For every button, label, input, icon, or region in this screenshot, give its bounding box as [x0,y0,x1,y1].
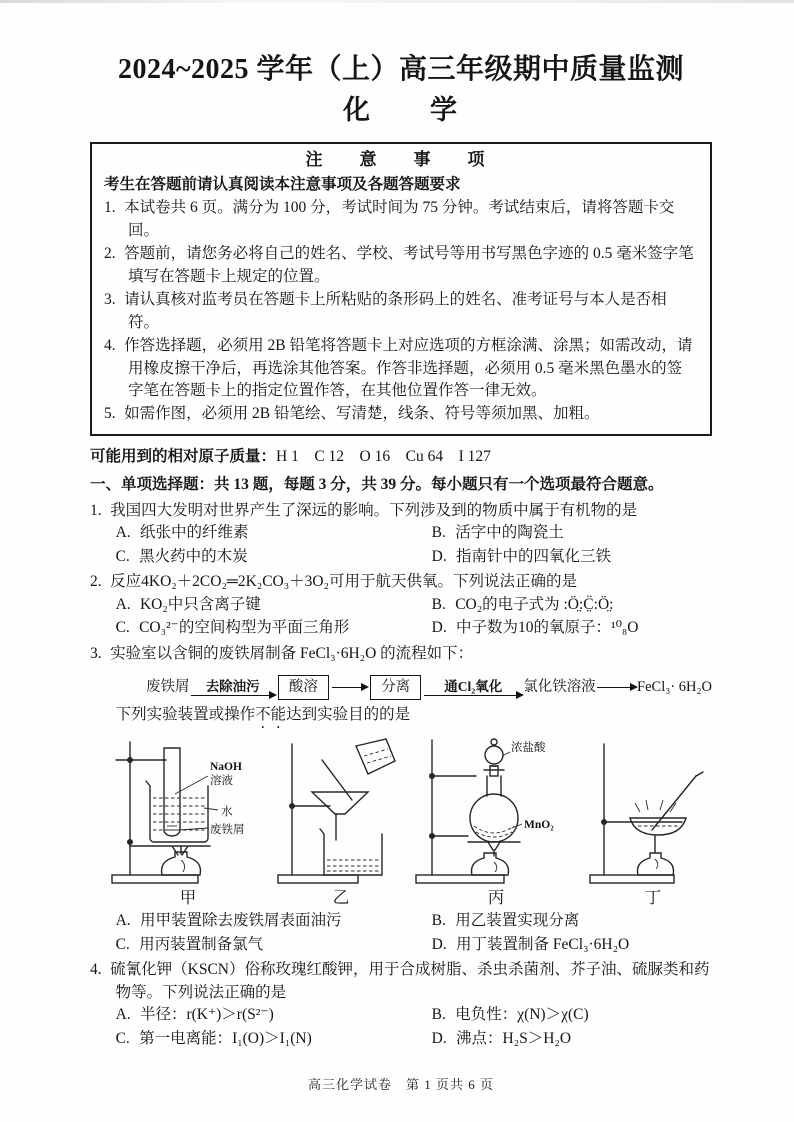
arrow-icon [332,687,367,688]
option-d [432,934,712,956]
page-title: 2024~2025 学年（上）高三年级期中质量监测 [117,54,685,85]
option-key: A. [115,912,131,930]
question-2-stem [90,571,712,593]
option-c [116,1028,432,1050]
question-3-options [116,910,712,956]
question-3-substem [116,704,712,732]
apparatus-ding-caption: 丁 [644,888,662,908]
arrow-icon [597,687,636,688]
notice-item [104,335,696,402]
option-d [432,617,712,639]
option-b [432,1004,712,1026]
flow-end: FeCl₃· 6H₂O [637,679,712,696]
flow-arrow-label: 去除油污 [205,679,260,695]
question-stem-text: 实验室以含铜的废铁屑制备 FeCl₃·6H₂O 的流程如下： [110,644,474,662]
option-key: D. [431,619,447,637]
option-text: 用丁装置制备 FeCl₃·6H₂O [456,935,630,953]
notice-item-number: 2. [104,245,116,263]
question-1-options [116,522,712,568]
question-4-stem [90,959,712,1004]
option-key: C. [115,935,130,953]
option-text: 沸点：H₂S＞H₂O [456,1029,572,1047]
option-c [116,546,432,568]
option-key: B. [431,1006,446,1024]
notice-item-text: 如需作图，必须用 2B 铅笔绘、写清楚，线条、符号等须加黑、加粗。 [124,405,600,423]
apparatus-ding-diagram [582,736,724,886]
option-text: 用乙装置实现分离 [455,912,580,930]
notice-item-text: 请认真核对监考员在答题卡上所粘贴的条形码上的姓名、准考证号与本人是否相符。 [124,291,667,331]
question-2 [90,571,712,639]
option-text: 纸张中的纤维素 [139,524,249,542]
question-4 [90,959,712,1050]
question-number: 1. [90,501,102,519]
substem-emphasis: 不能 [255,706,287,724]
arrow-icon [191,695,275,696]
apparatus-yi-diagram [272,736,410,886]
notice-item [104,197,696,242]
notice-item-number: 4. [104,337,116,355]
atomic-mass-line [90,446,712,468]
option-text: 用丙装置制备氯气 [139,935,264,953]
option-text: 电负性：χ(N)＞χ(C) [455,1006,589,1024]
question-number: 4. [90,961,102,979]
option-text: 黑火药中的木炭 [139,547,248,565]
option-b [432,594,712,616]
option-text: 半径：r(K⁺)＞r(S²⁻) [139,1006,274,1024]
apparatus-bing-diagram [410,736,582,886]
option-text: 中子数为10的氧原子：¹⁰₈O [456,619,639,637]
question-3 [90,643,712,957]
label-hcl: 浓盐酸 [511,742,546,755]
page-footer: 高三化学试卷 第 1 页共 6 页 [307,1077,494,1093]
notice-item-number: 3. [104,291,116,309]
section-heading: 一、单项选择题：共 13 题，每题 3 分，共 39 分。每小题只有一个选项最符合题意。 [90,476,664,494]
option-c [116,617,432,639]
flow-arrow-chlorine [424,679,522,696]
flow-arrow-degrease [191,679,275,696]
flow-mid: 氯化铁溶液 [523,679,596,696]
apparatus-ding [582,736,724,910]
subject-title: 化 学 [343,95,459,125]
apparatus-bing-caption: 丙 [487,888,505,908]
option-key: B. [431,524,446,542]
atomic-mass-values: H 1 C 12 O 16 Cu 64 I 127 [276,447,491,465]
flow-start: 废铁屑 [146,679,190,696]
flow-box-acid: 酸溶 [278,675,329,700]
notice-item [104,403,696,425]
apparatus-yi-caption: 乙 [332,888,350,908]
option-text: CO₃²⁻的空间构型为平面三角形 [139,619,350,637]
option-d [432,546,712,568]
arrow-icon [424,695,522,696]
question-stem-text: 硫氰化钾（KSCN）俗称玫瑰红酸钾，用于合成树脂、杀虫杀菌剂、芥子油、硫脲类和药物等。下列说法正确的是 [110,961,710,1001]
question-2-options [116,594,712,640]
apparatus-row [104,736,710,910]
option-key: D. [431,547,447,565]
option-key: A. [115,1006,131,1024]
option-key: C. [115,619,130,637]
option-key: C. [115,1029,130,1047]
option-b [432,522,712,544]
option-b [432,910,712,932]
question-stem-text: 反应4KO₂＋2CO₂═2K₂CO₃＋3O₂可用于航天供氧。下列说法正确的是 [110,573,577,591]
option-text: CO₂的电子式为 :Ö̤:C̤̈:Ö̤: [455,595,614,613]
option-key: A. [115,524,131,542]
notice-heading: 注 意 事 项 [305,150,495,170]
option-c [116,934,432,956]
flow-arrow-label: 通Cl₂氧化 [444,679,503,695]
question-stem-text: 我国四大发明对世界产生了深远的影响。下列涉及到的物质中属于有机物的是 [110,501,638,519]
question-number: 2. [90,573,102,591]
substem-post: 达到实验目的的是 [286,706,411,724]
question-3-stem [90,643,712,665]
notice-item-text: 作答选择题，必须用 2B 铅笔将答题卡上对应选项的方框涂满、涂黑；如需改动，请用橡皮擦干净后，再选涂其他答案。作答非选择题，必须用 0.5 毫米黑色墨水的签字笔在答题卡上的指定位置作答，在其他位置作答一律无效。 [124,337,693,399]
flow-box-separate: 分离 [370,675,421,700]
notice-item-text: 本试卷共 6 页。满分为 100 分，考试时间为 75 分钟。考试结束后，请将答题卡交回。 [124,199,675,239]
apparatus-bing [410,736,582,910]
option-key: A. [115,595,131,613]
notice-item-text: 答题前，请您务必将自己的姓名、学校、考试号等用书写黑色字迹的 0.5 毫米签字笔填写在答题卡上规定的位置。 [124,245,694,285]
scan-artifact-top [0,0,794,3]
flow-arrow-plain [332,687,367,688]
flow-arrow-plain [597,687,636,688]
apparatus-jia-caption: 甲 [179,888,197,908]
option-text: 用甲装置除去废铁屑表面油污 [139,912,342,930]
option-text: 活字中的陶瓷土 [455,524,564,542]
question-4-options [116,1004,712,1050]
apparatus-jia-diagram [104,736,272,886]
question-1 [90,500,712,568]
option-text: KO₂中只含离子键 [139,595,261,613]
question-1-stem [90,500,712,522]
option-text: 第一电离能：I₁(O)＞I₁(N) [139,1029,312,1047]
notice-item-number: 1. [104,199,116,217]
option-d [432,1028,712,1050]
option-key: D. [431,1029,447,1047]
label-mno2: MnO₂ [524,819,554,832]
option-a [116,1004,432,1026]
notice-item-number: 5. [104,405,116,423]
apparatus-yi [272,736,410,910]
notice-item [104,243,696,288]
label-rongye: 溶液 [210,775,233,788]
option-key: B. [431,912,446,930]
option-key: C. [115,547,130,565]
option-key: D. [431,935,447,953]
label-shui: 水 [221,806,233,819]
option-a [116,522,432,544]
question-number: 3. [90,644,102,662]
atomic-mass-label: 可能用到的相对原子质量： [90,447,277,465]
option-key: B. [431,595,446,613]
option-a [116,910,432,932]
label-naoh: NaOH [210,761,242,774]
process-flow-diagram [146,675,712,700]
substem-pre: 下列实验装置或操作 [115,706,256,724]
option-text: 指南针中的四氧化三铁 [456,547,612,565]
label-feitiexie: 废铁屑 [210,824,245,837]
notice-item [104,289,696,334]
notice-box [90,142,712,436]
option-a [116,594,432,616]
notice-subheading: 考生在答题前请认真阅读本注意事项及各题答题要求 [104,175,461,193]
apparatus-jia [104,736,272,910]
